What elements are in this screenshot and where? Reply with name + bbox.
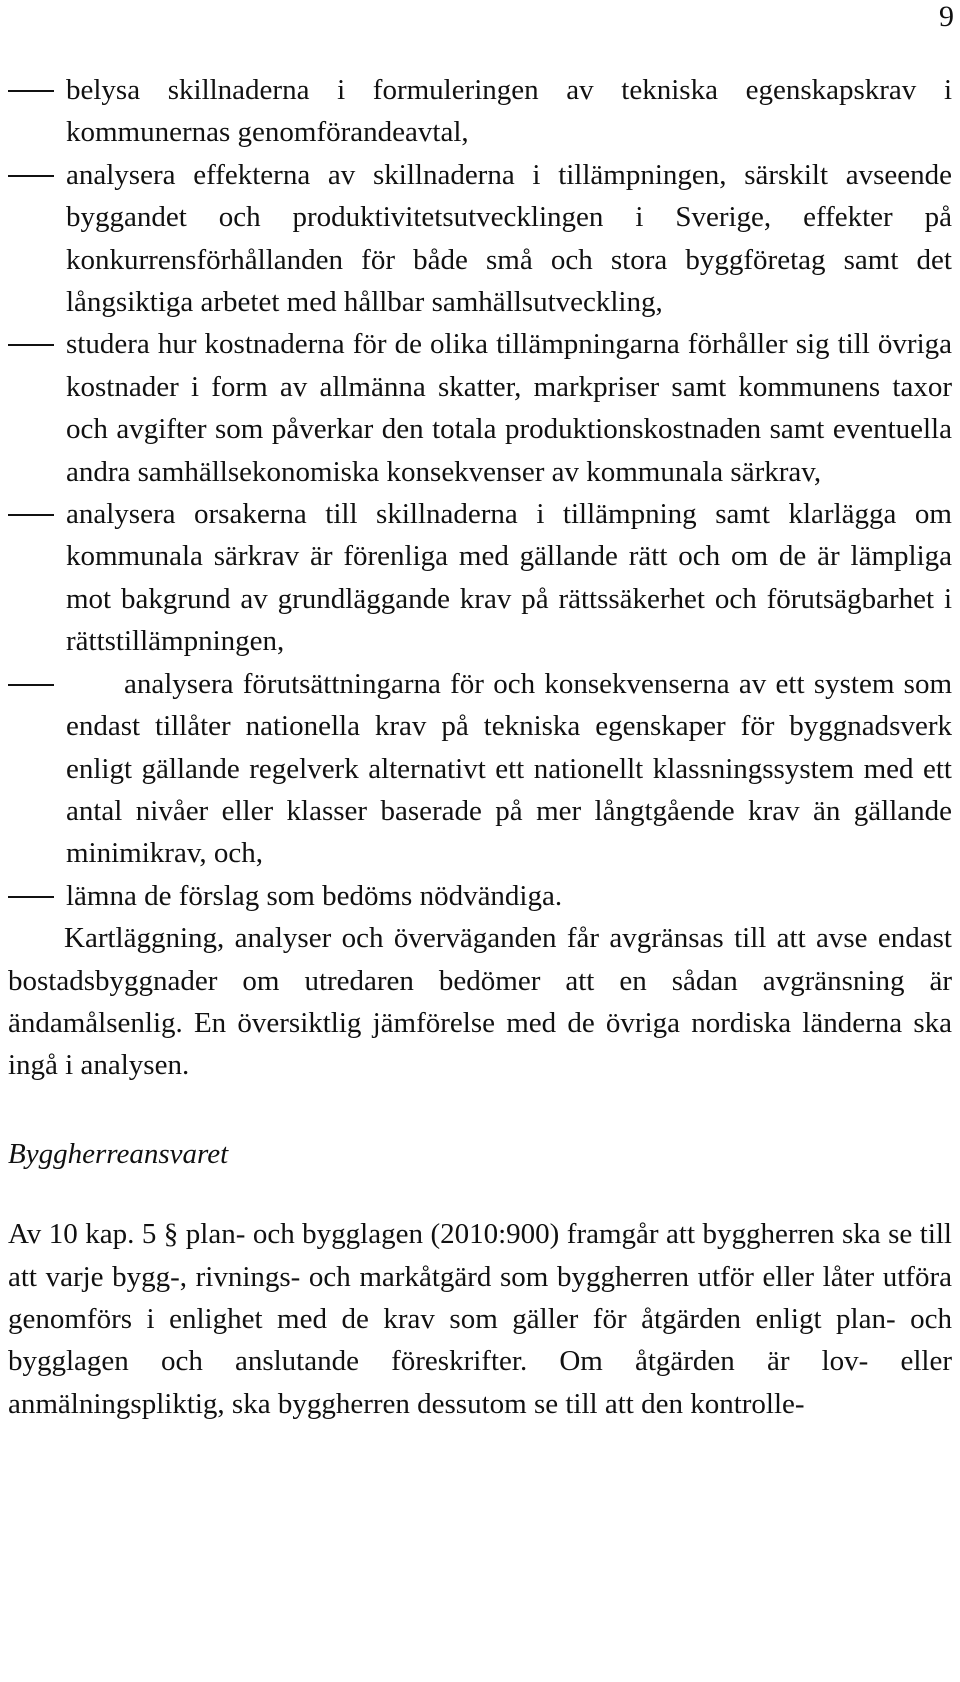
dash-bullet-icon (8, 90, 54, 92)
list-item (8, 323, 952, 493)
page-number: 9 (939, 0, 954, 33)
dash-bullet-icon (8, 514, 54, 516)
section-heading: Byggherreansvaret (8, 1137, 229, 1170)
list-item-text: lämna de förslag som bedöms nödvändiga. (66, 879, 563, 912)
directive-list (8, 69, 952, 917)
list-item (8, 875, 952, 917)
list-item (8, 663, 952, 875)
list-item (8, 154, 952, 324)
list-item-text: analysera förutsättningarna för och konsekvenserna av ett system som endast tillåter nationella krav på tekniska egenskaper för byggnadsverk enligt gällande regelverk alternativt ett nationellt klassningssystem med ett antal nivåer eller klasser baserade på mer långtgående krav än gällande minimikrav, och, (66, 667, 952, 870)
list-item (8, 69, 952, 154)
list-item-text: belysa skillnaderna i formuleringen av tekniska egenskapskrav i kommunernas genomförandeavtal, (66, 74, 952, 149)
dash-bullet-icon (8, 684, 54, 686)
list-item-text: analysera orsakerna till skillnaderna i tillämpning samt klarlägga om kommunala särkrav är förenliga med gällande rätt och om de är lämpliga mot bakgrund av grundläggande krav på rättssäkerhet och förutsägbarhet i rättstillämpningen, (66, 498, 952, 658)
list-item-text: studera hur kostnaderna för de olika tillämpningarna förhåller sig till övriga kostnader i form av allmänna skatter, markpriser samt kommunens taxor och avgifter som påverkar den totala produktionskostnaden samt eventuella andra samhällsekonomiska konsekvenser av kommunala särkrav, (66, 328, 952, 488)
dash-bullet-icon (8, 175, 54, 177)
page-content (8, 69, 952, 1425)
list-item (8, 493, 952, 663)
dash-bullet-icon (8, 896, 54, 898)
list-item-text: analysera effekterna av skillnaderna i tillämpningen, särskilt avseende byggandet och produktivitetsutvecklingen i Sverige, effekter på konkurrensförhållanden för både små och stora byggföretag samt det långsiktiga arbetet med hållbar samhällsutveckling, (66, 158, 952, 319)
body-paragraph: Av 10 kap. 5 § plan- och bygglagen (2010:900) framgår att byggherren ska se till att varje bygg-, rivnings- och markåtgärd som byggherren utför eller låter utföra genomförs i enlighet med de krav som gäller för åtgärden enligt plan- och bygglagen och anslutande föreskrifter. Om åtgärden är lov- eller anmälningspliktig, ska byggherren dessutom se till att den kontrolle- (8, 1218, 952, 1420)
dash-bullet-icon (8, 344, 54, 346)
body-paragraph: Kartläggning, analyser och överväganden får avgränsas till att avse endast bostadsbyggnader om utredaren bedömer att en sådan avgränsning är ändamålsenlig. En översiktlig jämförelse med de övriga nordiska länderna ska ingå i analysen. (8, 922, 952, 1082)
